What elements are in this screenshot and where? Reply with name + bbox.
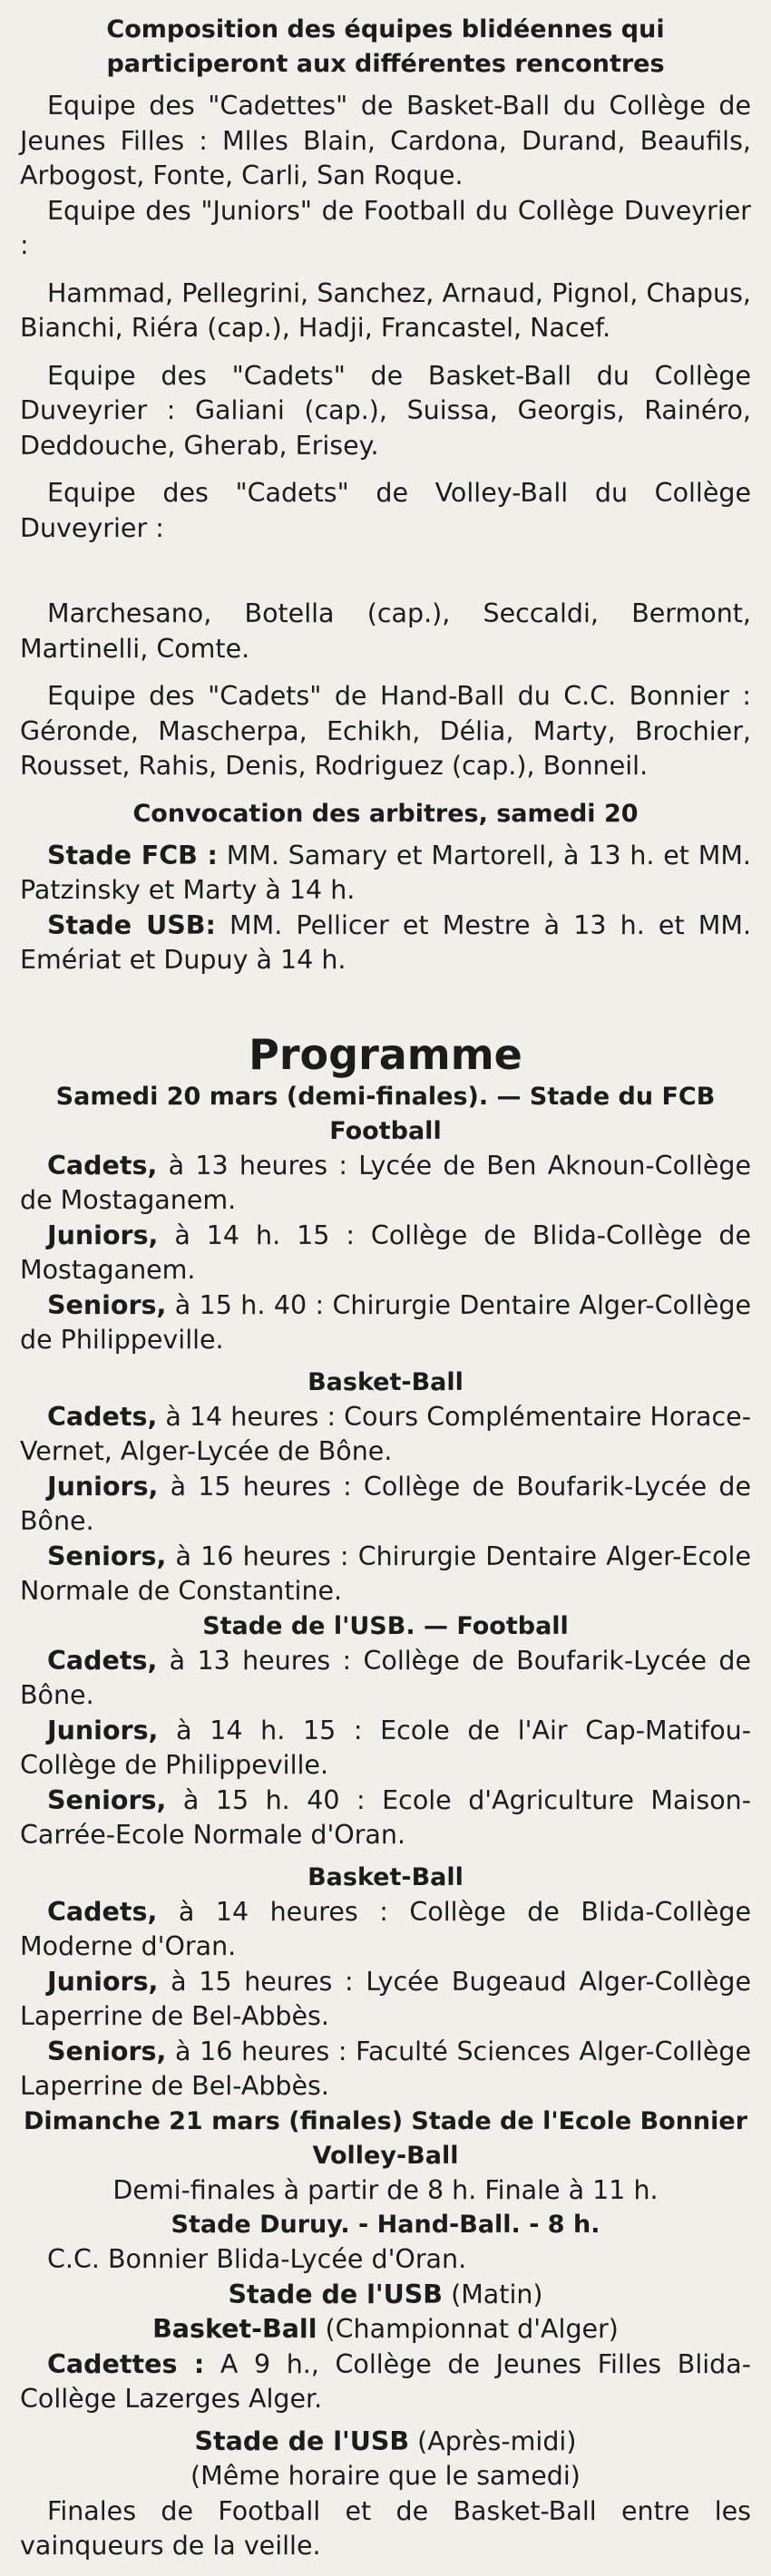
match-detail: à 16 heures : Chirurgie Dentaire Alger-Ecole Normale de Constantine. [20,1541,751,1606]
match-category: Seniors, [47,2036,167,2066]
referees-fcb [20,839,751,909]
match-category: Seniors, [47,1784,167,1815]
duruy-heading: Stade Duruy. - Hand-Ball. - 8 h. [171,2211,600,2239]
match-detail: à 14 heures : Collège de Blida-Collège Moderne d'Oran. [20,1896,751,1961]
match-detail: à 13 heures : Lycée de Ben Aknoun-Collège de Mostaganem. [20,1150,751,1215]
match-category: Cadets, [47,1645,158,1676]
fcb-basket-list [20,1400,751,1609]
match-category: Cadets, [47,1401,158,1432]
team-cadets-volley-players: Marchesano, Botella (cap.), Seccaldi, Bermont, Martinelli, Comte. [20,598,751,664]
referees-fcb-text: MM. Samary et Martorell, à 13 h. et MM. Patzinsky et Marty à 14 h. [20,840,751,905]
match-category: Cadets, [47,1150,158,1181]
cadettes-label: Cadettes : [47,2348,205,2379]
team-cadettes-basket: Equipe des "Cadettes" de Basket-Ball du Collège de Jeunes Filles : Mlles Blain, Cardona, Durand, Beaufils, Arbogost, Fonte, Carli, San Roque. [20,91,751,190]
match-row [20,1288,751,1358]
match-detail: à 14 h. 15 : Collège de Blida-Collège de Mostaganem. [20,1220,751,1285]
usb-basket-heading: Basket-Ball [307,1862,464,1891]
match-row [20,1470,751,1540]
match-category: Juniors, [47,1471,159,1502]
match-detail: à 15 h. 40 : Ecole d'Agriculture Maison-Carrée-Ecole Normale d'Oran. [20,1784,751,1850]
same-schedule-note: (Même horaire que le samedi) [190,2461,581,2491]
programme-title: Programme [249,1029,522,1079]
team-juniors-football-intro: Equipe des "Juniors" de Football du Collège Duveyrier : [20,195,751,260]
match-row [20,2035,751,2105]
usb-afternoon-bold: Stade de l'USB [194,2425,410,2456]
match-category: Juniors, [47,1966,159,1997]
match-category: Seniors, [47,1541,167,1571]
match-row [20,1540,751,1609]
match-detail: à 15 heures : Collège de Boufarik-Lycée de Bône. [20,1471,751,1536]
usb-basket-list [20,1895,751,2105]
day2-heading: Dimanche 21 mars (finales) Stade de l'Ecole Bonnier [23,2106,748,2135]
referees-section [20,797,751,978]
match-category: Juniors, [47,1715,159,1745]
match-row [20,1400,751,1470]
usb-afternoon-heading [20,2425,751,2460]
volley-heading: Volley-Ball [312,2141,459,2170]
referees-heading: Convocation des arbitres, samedi 20 [132,799,639,828]
basket-champ-heading [20,2312,751,2348]
cadettes-text: A 9 h., Collège de Jeunes Filles Blida-Collège Lazerges Alger. [20,2348,751,2414]
match-detail: à 16 heures : Faculté Sciences Alger-Collège Laperrine de Bel-Abbès. [20,2036,751,2101]
team-cadets-basket: Equipe des "Cadets" de Basket-Ball du Collège Duveyrier : Galiani (cap.), Suissa, Georgis, Rainéro, Deddouche, Gherab, Erisey. [20,360,751,461]
match-category: Juniors, [47,1220,159,1250]
match-row [20,1149,751,1219]
referees-usb [20,909,751,978]
match-category: Seniors, [47,1289,167,1320]
usb-football-heading: Stade de l'USB. — Football [202,1611,569,1640]
match-category: Cadets, [47,1896,158,1927]
basket-champ-rest: (Championnat d'Alger) [317,2314,619,2344]
match-row [20,1895,751,1965]
team-juniors-football-players: Hammad, Pellegrini, Sanchez, Arnaud, Pignol, Chapus, Bianchi, Riéra (cap.), Hadji, Francastel, Nacef. [20,277,751,343]
fcb-basket-heading: Basket-Ball [307,1367,464,1396]
basket-champ-bold: Basket-Ball [152,2314,317,2344]
teams-section [20,13,751,784]
referees-usb-text: MM. Pellicer et Mestre à 13 h. et MM. Emériat et Dupuy à 14 h. [20,909,751,975]
match-detail: à 14 heures : Cours Complémentaire Horace-Vernet, Alger-Lycée de Bône. [20,1401,751,1466]
referees-fcb-label: Stade FCB : [47,840,218,870]
match-row [20,1784,751,1853]
match-row [20,1219,751,1288]
match-row [20,1965,751,2035]
match-detail: à 15 heures : Lycée Bugeaud Alger-Collège Laperrine de Bel-Abbès. [20,1966,751,2031]
fcb-football-heading: Football [329,1116,442,1145]
usb-football-list [20,1644,751,1853]
match-row [20,1714,751,1784]
finals-text: Finales de Football et de Basket-Ball entre les vainqueurs de la veille. [20,2495,751,2561]
teams-heading: Composition des équipes blidéennes qui participeront aux différentes rencontres [106,15,665,78]
usb-morning-bold: Stade de l'USB [228,2279,444,2309]
usb-afternoon-rest: (Après-midi) [409,2425,577,2456]
referees-usb-label: Stade USB: [47,909,216,940]
match-row [20,1644,751,1714]
usb-morning-rest: (Matin) [443,2279,543,2309]
team-cadets-handball: Equipe des "Cadets" de Hand-Ball du C.C. Bonnier : Géronde, Mascherpa, Echikh, Délia, Marty, Brochier, Rousset, Rahis, Denis, Rodriguez (cap.), Bonneil. [20,681,751,781]
fcb-football-list [20,1149,751,1358]
match-detail: à 13 heures : Collège de Boufarik-Lycée de Bône. [20,1645,751,1710]
cadettes-row [20,2348,751,2417]
volley-text: Demi-finales à partir de 8 h. Finale à 11 h. [112,2174,659,2205]
match-detail: à 15 h. 40 : Chirurgie Dentaire Alger-Collège de Philippeville. [20,1289,751,1355]
usb-morning-heading [20,2278,751,2313]
programme-section [20,1029,751,2564]
match-detail: à 14 h. 15 : Ecole de l'Air Cap-Matifou-Collège de Philippeville. [20,1715,751,1780]
day1-heading: Samedi 20 mars (demi-finales). — Stade du FCB [55,1082,716,1111]
team-cadets-volley-intro: Equipe des "Cadets" de Volley-Ball du Collège Duveyrier : [20,478,751,543]
duruy-text: C.C. Bonnier Blida-Lycée d'Oran. [47,2244,467,2274]
